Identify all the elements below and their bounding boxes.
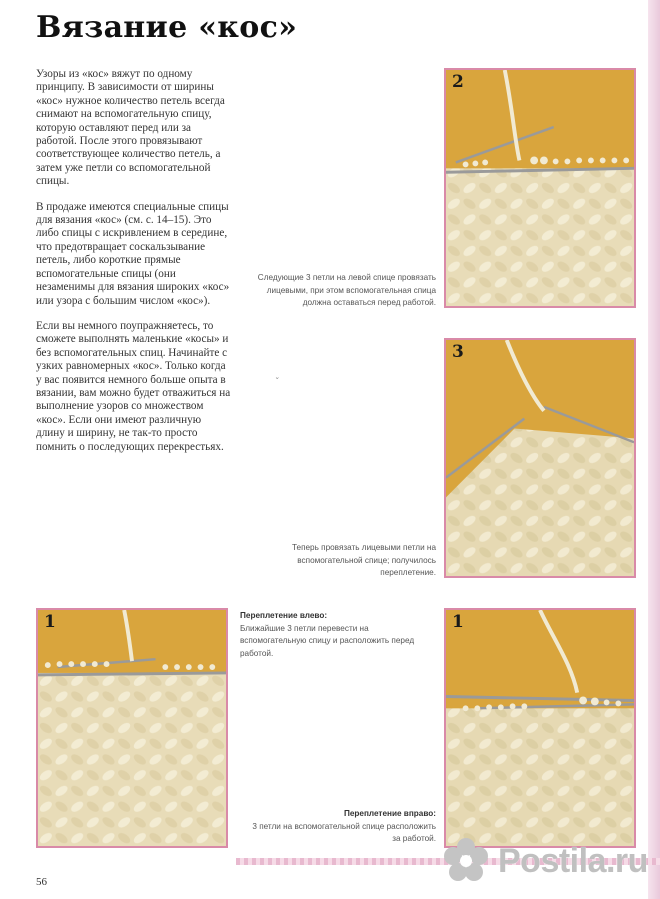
watermark-text: Postila.ru [498,841,648,880]
caption-step-2 [244,272,436,310]
watermark [440,832,648,890]
caption-right-cross-text: 3 петли на вспомогательной спице расположить за работой. [252,821,436,843]
caption-left-cross [240,610,430,660]
caption-right-cross [244,808,436,846]
paragraph-1: Узоры из «кос» вяжут по одному принципу. В зависимости от ширины «кос» нужное количество петель всегда снимают на вспомогательную спицу, которую оставляют перед или за работой. После этого провязывают соответствующее количество петель, а затем уже петли со вспомогательной спицы. [36,68,225,188]
knitting-illustration [446,70,634,306]
step-number: 3 [452,342,464,362]
caption-right-cross-heading: Переплетение вправо: [343,809,436,818]
step-number: 1 [44,612,56,632]
photo-right-cross-step-1 [444,608,636,848]
caption-step-2-text: Следующие 3 петли на левой спице провязать лицевыми, при этом вспомогательная спица должна оставаться перед работой. [257,273,436,307]
knitting-illustration [446,340,634,576]
caption-left-cross-text: Ближайшие 3 петли перевести на вспомогательную спицу и расположить перед работой. [240,623,415,658]
flower-icon [440,835,492,887]
page-edge-decoration [648,0,660,899]
step-number: 1 [452,612,464,632]
body-text [36,68,231,466]
stray-mark: ˇ [275,378,280,388]
photo-step-2 [444,68,636,308]
page-number: 56 [36,876,47,888]
photo-step-3 [444,338,636,578]
step-number: 2 [452,72,464,92]
photo-left-cross-step-1 [36,608,228,848]
caption-step-3 [244,542,436,580]
caption-left-cross-heading: Переплетение влево: [240,611,328,620]
knitting-illustration [446,610,634,846]
caption-step-3-text: Теперь провязать лицевыми петли на вспомогательной спице; получилось переплетение. [291,543,436,577]
paragraph-2: В продаже имеются специальные спицы для вязания «кос» (см. с. 14–15). Это либо спицы с искривлением в середине, что предотвращает соскальзывание петель, либо короткие прямые вспомогательные спицы (они незаменимы для вязания широких «кос» или узора с большим числом «кос»). [36,200,230,307]
page-title: Вязание «кос» [36,10,298,45]
paragraph-3: Если вы немного поупражняетесь, то сможете выполнять маленькие «косы» и без вспомогательных спиц. Начинайте с узких равномерных «кос». Только когда у вас появится немного больше опыта в вязании, вам можно будет отважиться на выполнение узоров со множеством «кос». Если они имеют различную длину и ширину, не так-то просто помнить о последующих перекрестьях. [36,319,231,453]
knitting-illustration [38,610,226,846]
